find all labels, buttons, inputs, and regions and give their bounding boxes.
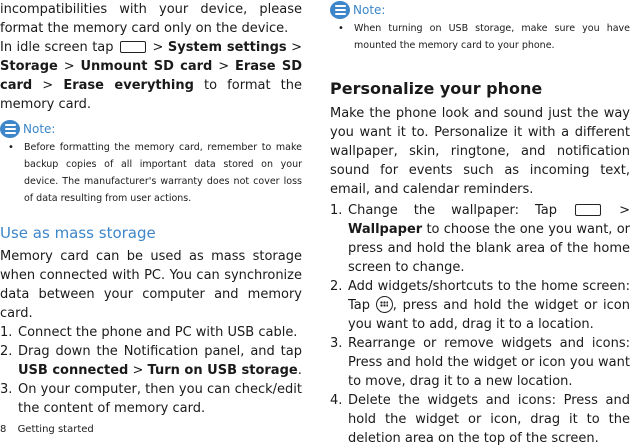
mass-storage-heading: Use as mass storage <box>0 224 156 242</box>
idle-prefix: In idle screen tap <box>0 40 114 55</box>
menu-key-icon <box>575 204 601 216</box>
page-footer <box>0 424 94 436</box>
personalize-heading: Personalize your phone <box>330 79 543 98</box>
separator: > <box>57 59 81 74</box>
usb-note-block <box>330 0 630 54</box>
list-item: 3. Rearrange or remove widgets and icons: Press and hold the widget or icon you want to move, drag it to a new location. <box>330 336 630 389</box>
footer-section: Getting started <box>17 424 94 435</box>
separator: > <box>286 40 302 55</box>
usb-connected-label: USB connected <box>18 363 129 378</box>
erase-everything-label: Erase everything <box>63 78 194 93</box>
idle-suffix: to format the memory card. <box>0 78 302 112</box>
personalize-intro: Make the phone look and sound just the way you want it to. Personalize it with a different wallpaper, skin, ringtone, and notification sound for events such as incoming text, email, and calendar reminders. <box>330 106 630 197</box>
separator: > <box>212 59 235 74</box>
unmount-label: Unmount SD card <box>80 59 213 74</box>
list-item: 2. Add widgets/shortcuts to the home screen: Tap , press and hold the widget or icon you want to add, drag it to a location. <box>330 279 630 332</box>
note-label: Note: <box>353 3 386 17</box>
wallpaper-label: Wallpaper <box>348 222 423 237</box>
menu-key-icon <box>120 41 146 53</box>
mass-storage-paragraph: Memory card can be used as mass storage when connected with PC. You can synchronize data between your computer and memory card. <box>0 249 302 321</box>
format-instructions <box>0 38 302 114</box>
app-drawer-icon <box>376 296 393 313</box>
note-icon <box>0 120 20 138</box>
page-number: 8 <box>0 424 7 435</box>
list-item: 4. Delete the widgets and icons: Press and hold the widget or icon, drag it to the deletion area on the top of the screen. <box>330 393 630 446</box>
intro-paragraph: incompatibilities with your device, please format the memory card only on the device. <box>0 2 302 36</box>
note-text: • Before formatting the memory card, remember to make backup copies of all important data stored on your device. The manufacturer's warranty does not cover loss of data resulting from user actions. <box>0 139 302 207</box>
mass-storage-steps <box>0 323 302 418</box>
separator: > <box>148 40 168 55</box>
list-item: 1. Change the wallpaper: Tap > Wallpaper to choose the one you want, or press and hold the blank area of the home screen to change. <box>330 203 630 275</box>
right-column <box>330 0 630 448</box>
storage-label: Storage <box>0 59 58 74</box>
list-item: 1. Connect the phone and PC with USB cable. <box>0 325 298 340</box>
turn-on-usb-label: Turn on USB storage <box>147 363 298 378</box>
left-column <box>0 0 302 418</box>
system-settings-label: System settings <box>167 40 287 55</box>
separator: > <box>32 78 64 93</box>
note-label: Note: <box>23 122 56 136</box>
list-item: 2. Drag down the Notification panel, and tap USB connected > Turn on USB storage. <box>0 344 302 378</box>
note-icon <box>330 1 350 19</box>
list-item: 3. On your computer, then you can check/edit the content of memory card. <box>0 382 302 416</box>
usb-note-text: • When turning on USB storage, make sure you have mounted the memory card to your phone. <box>330 20 630 54</box>
note-block <box>0 119 302 207</box>
personalize-steps <box>330 201 630 448</box>
erase-sd-label: Erase SD card <box>0 59 302 93</box>
